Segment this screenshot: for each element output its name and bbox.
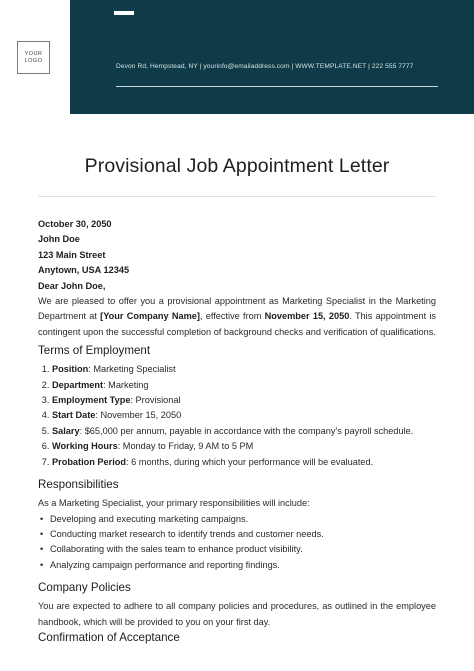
responsibility-text: Developing and executing marketing campaigns. bbox=[50, 513, 249, 524]
terms-list bbox=[38, 362, 436, 470]
terms-item bbox=[52, 393, 436, 408]
terms-item-label: Working Hours bbox=[52, 441, 118, 452]
terms-item-label: Department bbox=[52, 379, 104, 390]
policies-heading: Company Policies bbox=[38, 581, 131, 595]
terms-item bbox=[52, 424, 436, 439]
header-divider bbox=[116, 86, 438, 87]
terms-item-value: : $65,000 per annum, payable in accordance with the company's payroll schedule. bbox=[79, 425, 414, 436]
responsibility-item bbox=[40, 512, 436, 527]
letter-body bbox=[38, 217, 436, 649]
intro-effective-date: November 15, 2050 bbox=[264, 311, 350, 322]
responsibilities-heading: Responsibilities bbox=[38, 478, 119, 492]
terms-item-label: Employment Type bbox=[52, 395, 131, 406]
terms-item bbox=[52, 439, 436, 454]
logo-text-line1: YOUR bbox=[24, 50, 43, 57]
terms-heading: Terms of Employment bbox=[38, 344, 151, 358]
intro-paragraph bbox=[38, 294, 436, 340]
terms-item-value: : Provisional bbox=[130, 395, 181, 406]
terms-item bbox=[52, 362, 436, 377]
intro-text-3: . This appointment is contingent upon the successful completion of background checks and verification of qualifications. bbox=[38, 311, 437, 337]
terms-item-value: : November 15, 2050 bbox=[95, 410, 182, 421]
responsibility-text: Analyzing campaign performance and reporting findings. bbox=[50, 559, 280, 570]
terms-item-value: : Monday to Friday, 9 AM to 5 PM bbox=[117, 441, 254, 452]
bullet-icon: • bbox=[40, 513, 44, 524]
terms-item-label: Probation Period bbox=[52, 456, 127, 467]
salutation: Dear John Doe, bbox=[38, 280, 106, 291]
bullet-icon: • bbox=[40, 559, 44, 570]
responsibility-item bbox=[40, 558, 436, 573]
responsibility-text: Conducting market research to identify trends and customer needs. bbox=[50, 528, 324, 539]
terms-item bbox=[52, 408, 436, 423]
terms-item-label: Start Date bbox=[52, 410, 96, 421]
intro-company: [Your Company Name] bbox=[100, 311, 200, 322]
letter-date: October 30, 2050 bbox=[38, 219, 112, 229]
bullet-icon: • bbox=[40, 528, 44, 539]
terms-item-value: : Marketing Specialist bbox=[88, 364, 176, 375]
recipient-street: 123 Main Street bbox=[38, 249, 106, 260]
document-title: Provisional Job Appointment Letter bbox=[84, 155, 390, 177]
responsibility-item bbox=[40, 527, 436, 542]
header-band bbox=[70, 0, 474, 114]
terms-item-value: : 6 months, during which your performance will be evaluated. bbox=[126, 456, 374, 467]
title-divider bbox=[38, 196, 436, 197]
terms-item-label: Salary bbox=[52, 425, 80, 436]
recipient-name: John Doe bbox=[38, 234, 80, 245]
contact-line: Devon Rd, Hempstead, NY | yourinfo@emailaddress.com | WWW.TEMPLATE.NET | 222 555 7777 bbox=[116, 63, 414, 70]
terms-item-label: Position bbox=[52, 364, 89, 375]
terms-item bbox=[52, 378, 436, 393]
logo-text-line2: LOGO bbox=[24, 57, 43, 64]
responsibility-item bbox=[40, 542, 436, 557]
confirmation-heading: Confirmation of Acceptance bbox=[38, 630, 180, 644]
policies-paragraph: You are expected to adhere to all company policies and procedures, as outlined in the employee handbook, which will be provided to you on your first day. bbox=[38, 601, 436, 627]
responsibility-text: Collaborating with the sales team to enhance product visibility. bbox=[50, 544, 303, 555]
company-logo-placeholder bbox=[17, 41, 50, 74]
recipient-city: Anytown, USA 12345 bbox=[38, 265, 130, 276]
responsibilities-intro: As a Marketing Specialist, your primary responsibilities will include: bbox=[38, 498, 310, 509]
intro-text-2: , effective from bbox=[199, 311, 265, 322]
bullet-icon: • bbox=[40, 544, 44, 555]
terms-item bbox=[52, 455, 436, 470]
intro-text-1: We are pleased to offer you a provisional appointment as Marketing Specialist in the Marketing Department at bbox=[38, 296, 436, 322]
responsibilities-list bbox=[38, 512, 436, 574]
header-accent-bar bbox=[114, 11, 134, 15]
terms-item-value: : Marketing bbox=[103, 379, 149, 390]
